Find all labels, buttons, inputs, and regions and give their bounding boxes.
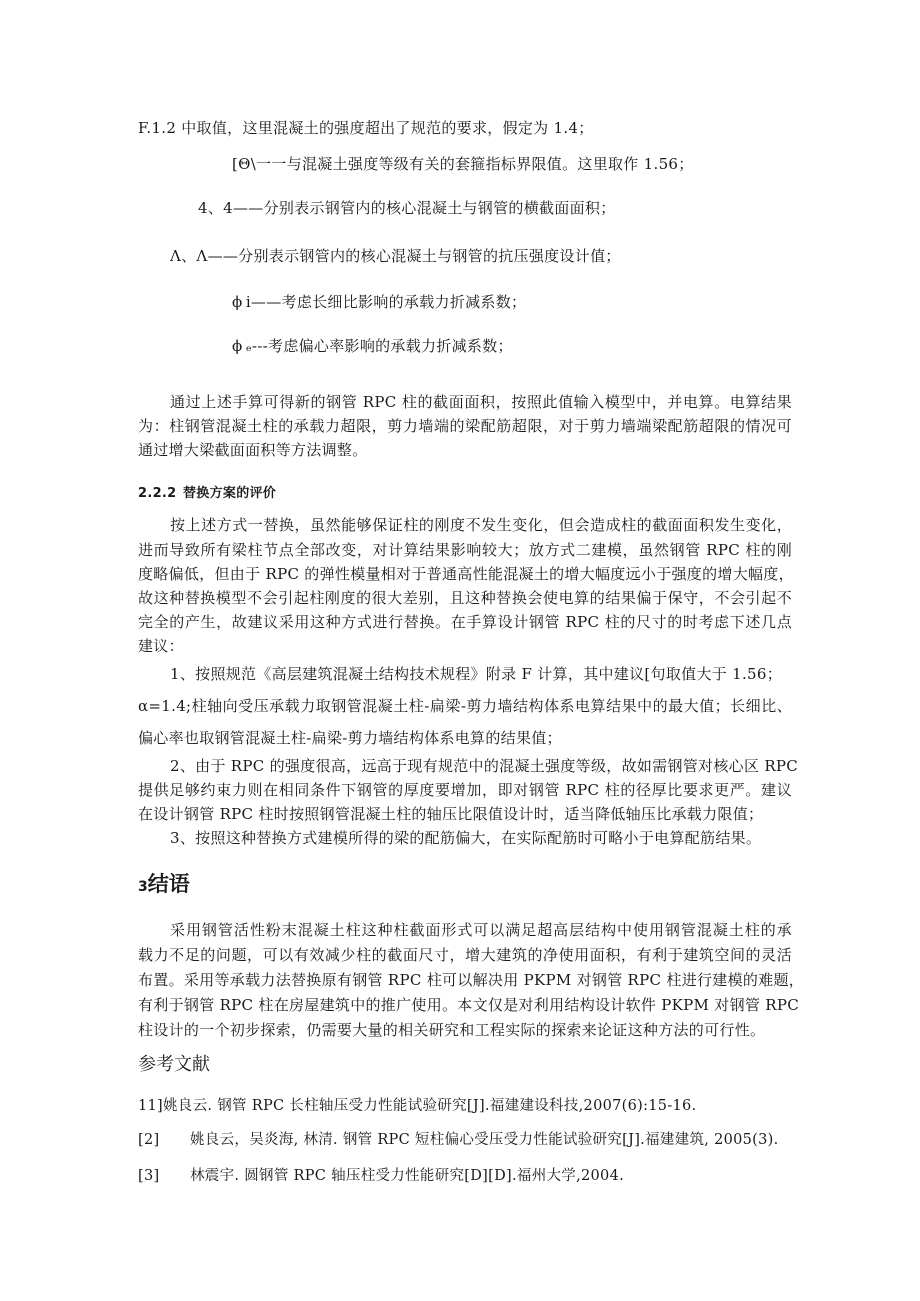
reference-3	[138, 1166, 624, 1186]
reference-text: 姚良云，吴炎海, 林清. 钢管 RPC 短柱偏心受压受力性能试验研究[J].福建建筑, 2005(3).	[190, 1132, 779, 1148]
recommendation-2-line-1: 2、由于 RPC 的强度很高，远高于现有规范中的混凝土强度等级，故如需钢管对核心区 RPC	[170, 757, 799, 775]
conclusion-line-4: 有利于钢管 RPC 柱在房屋建筑中的推广使用。本文仅是对利用结构设计软件 PKPM 对钢管 RPC	[138, 996, 800, 1014]
paragraph-evaluation-line-5: 完全的产生，故建议采用这种方式进行替换。在手算设计钢管 RPC 柱的尺寸的时考虑下述几点	[138, 613, 792, 631]
section-title: 替换方案的评价	[183, 486, 277, 501]
references-title: 参考文献	[138, 1054, 210, 1075]
reference-text: 林震宇. 圆钢管 RPC 轴压柱受力性能研究[D][D].福州大学,2004.	[190, 1168, 625, 1184]
conclusion-line-5: 柱设计的一个初步探索，仍需要大量的相关研究和工程实际的探索来论证这种方法的可行性。	[138, 1021, 766, 1039]
definition-line-1: F.1.2 中取值，这里混凝土的强度超出了规范的要求，假定为 1.4；	[138, 119, 594, 137]
paragraph-evaluation-line-6: 建议：	[138, 637, 184, 655]
conclusion-line-1: 采用钢管活性粉末混凝土柱这种柱截面形式可以满足超高层结构中使用钢管混凝土柱的承	[170, 921, 792, 939]
definition-line-2: [Θ\一一与混凝土强度等级有关的套箍指标界限值。这里取作 1.56；	[232, 155, 694, 173]
definition-line-5: ϕ ⅰ——考虑长细比影响的承载力折减系数；	[232, 293, 527, 311]
paragraph-evaluation-line-3: 度略偏低，但由于 RPC 的弹性模量相对于普通高性能混凝土的增大幅度远小于强度的增大幅度，	[138, 565, 794, 583]
definition-line-3: 4、4——分别表示钢管内的核心混凝土与钢管的横截面面积；	[198, 199, 616, 217]
section-heading-3	[138, 870, 190, 901]
recommendation-3: 3、按照这种替换方式建模所得的梁的配筋偏大，在实际配筋时可略小于电算配筋结果。	[170, 829, 762, 847]
definition-line-4: Λ、Λ——分别表示钢管内的核心混凝土与钢管的抗压强度设计值；	[170, 247, 621, 265]
section-heading-2-2-2	[138, 484, 276, 504]
paragraph-evaluation-line-1: 按上述方式一替换，虽然能够保证柱的刚度不发生变化，但会造成柱的截面面积发生变化，	[170, 516, 792, 534]
reference-tag: [2]	[138, 1132, 160, 1148]
paragraph-results-line-1: 通过上述手算可得新的钢管 RPC 柱的截面面积，按照此值输入模型中，并电算。电算结果	[170, 393, 792, 411]
reference-1	[138, 1096, 697, 1116]
reference-tag: [3]	[138, 1168, 160, 1184]
paragraph-evaluation-line-4: 故这种替换模型不会引起柱刚度的很大差别，且这种替换会使电算的结果偏于保守，不会引起不	[138, 589, 792, 607]
recommendation-1-line-1: 1、按照规范《高层建筑混凝土结构技术规程》附录 F 计算，其中建议[句取值大于 1.56；	[170, 665, 783, 683]
recommendation-1-line-2: α=1.4;柱轴向受压承载力取钢管混凝土柱-扁梁-剪力墙结构体系电算结果中的最大值；长细比、	[138, 697, 792, 715]
recommendation-2-line-2: 提供足够约束力则在相同条件下钢管的厚度要增加，即对钢管 RPC 柱的径厚比要求更严。建议	[138, 781, 792, 799]
reference-2	[138, 1130, 779, 1150]
definition-line-6: ϕ ₑ---考虑偏心率影响的承载力折减系数；	[232, 337, 513, 355]
section-number: 2.2.2	[138, 486, 177, 501]
recommendation-2-line-3: 在设计钢管 RPC 柱时按照钢管混凝土柱的轴压比限值设计时，适当降低轴压比承载力限值；	[138, 805, 764, 823]
paragraph-results-line-2: 为：柱钢管混凝土柱的承载力超限，剪力墙端的梁配筋超限，对于剪力墙端梁配筋超限的情况可	[138, 417, 792, 435]
paragraph-evaluation-line-2: 进而导致所有梁柱节点全部改变，对计算结果影响较大；放方式二建模，虽然钢管 RPC 柱的刚	[138, 541, 792, 559]
section-number: 3	[138, 879, 148, 895]
section-title: 结语	[147, 872, 190, 896]
recommendation-1-line-3: 偏心率也取钢管混凝土柱-扁梁-剪力墙结构体系电算的结果值；	[138, 729, 562, 747]
paragraph-results-line-3: 通过增大梁截面面积等方法调整。	[138, 441, 368, 459]
conclusion-line-2: 载力不足的问题，可以有效减少柱的截面尺寸，增大建筑的净使用面积，有利于建筑空间的灵活	[138, 946, 792, 964]
reference-text: 11]姚良云. 钢管 RPC 长柱轴压受力性能试验研究[J].福建建设科技,2007(6):15-16.	[138, 1098, 697, 1114]
conclusion-line-3: 布置。采用等承载力法替换原有钢管 RPC 柱可以解决用 PKPM 对钢管 RPC 柱进行建模的难题，	[138, 971, 805, 989]
